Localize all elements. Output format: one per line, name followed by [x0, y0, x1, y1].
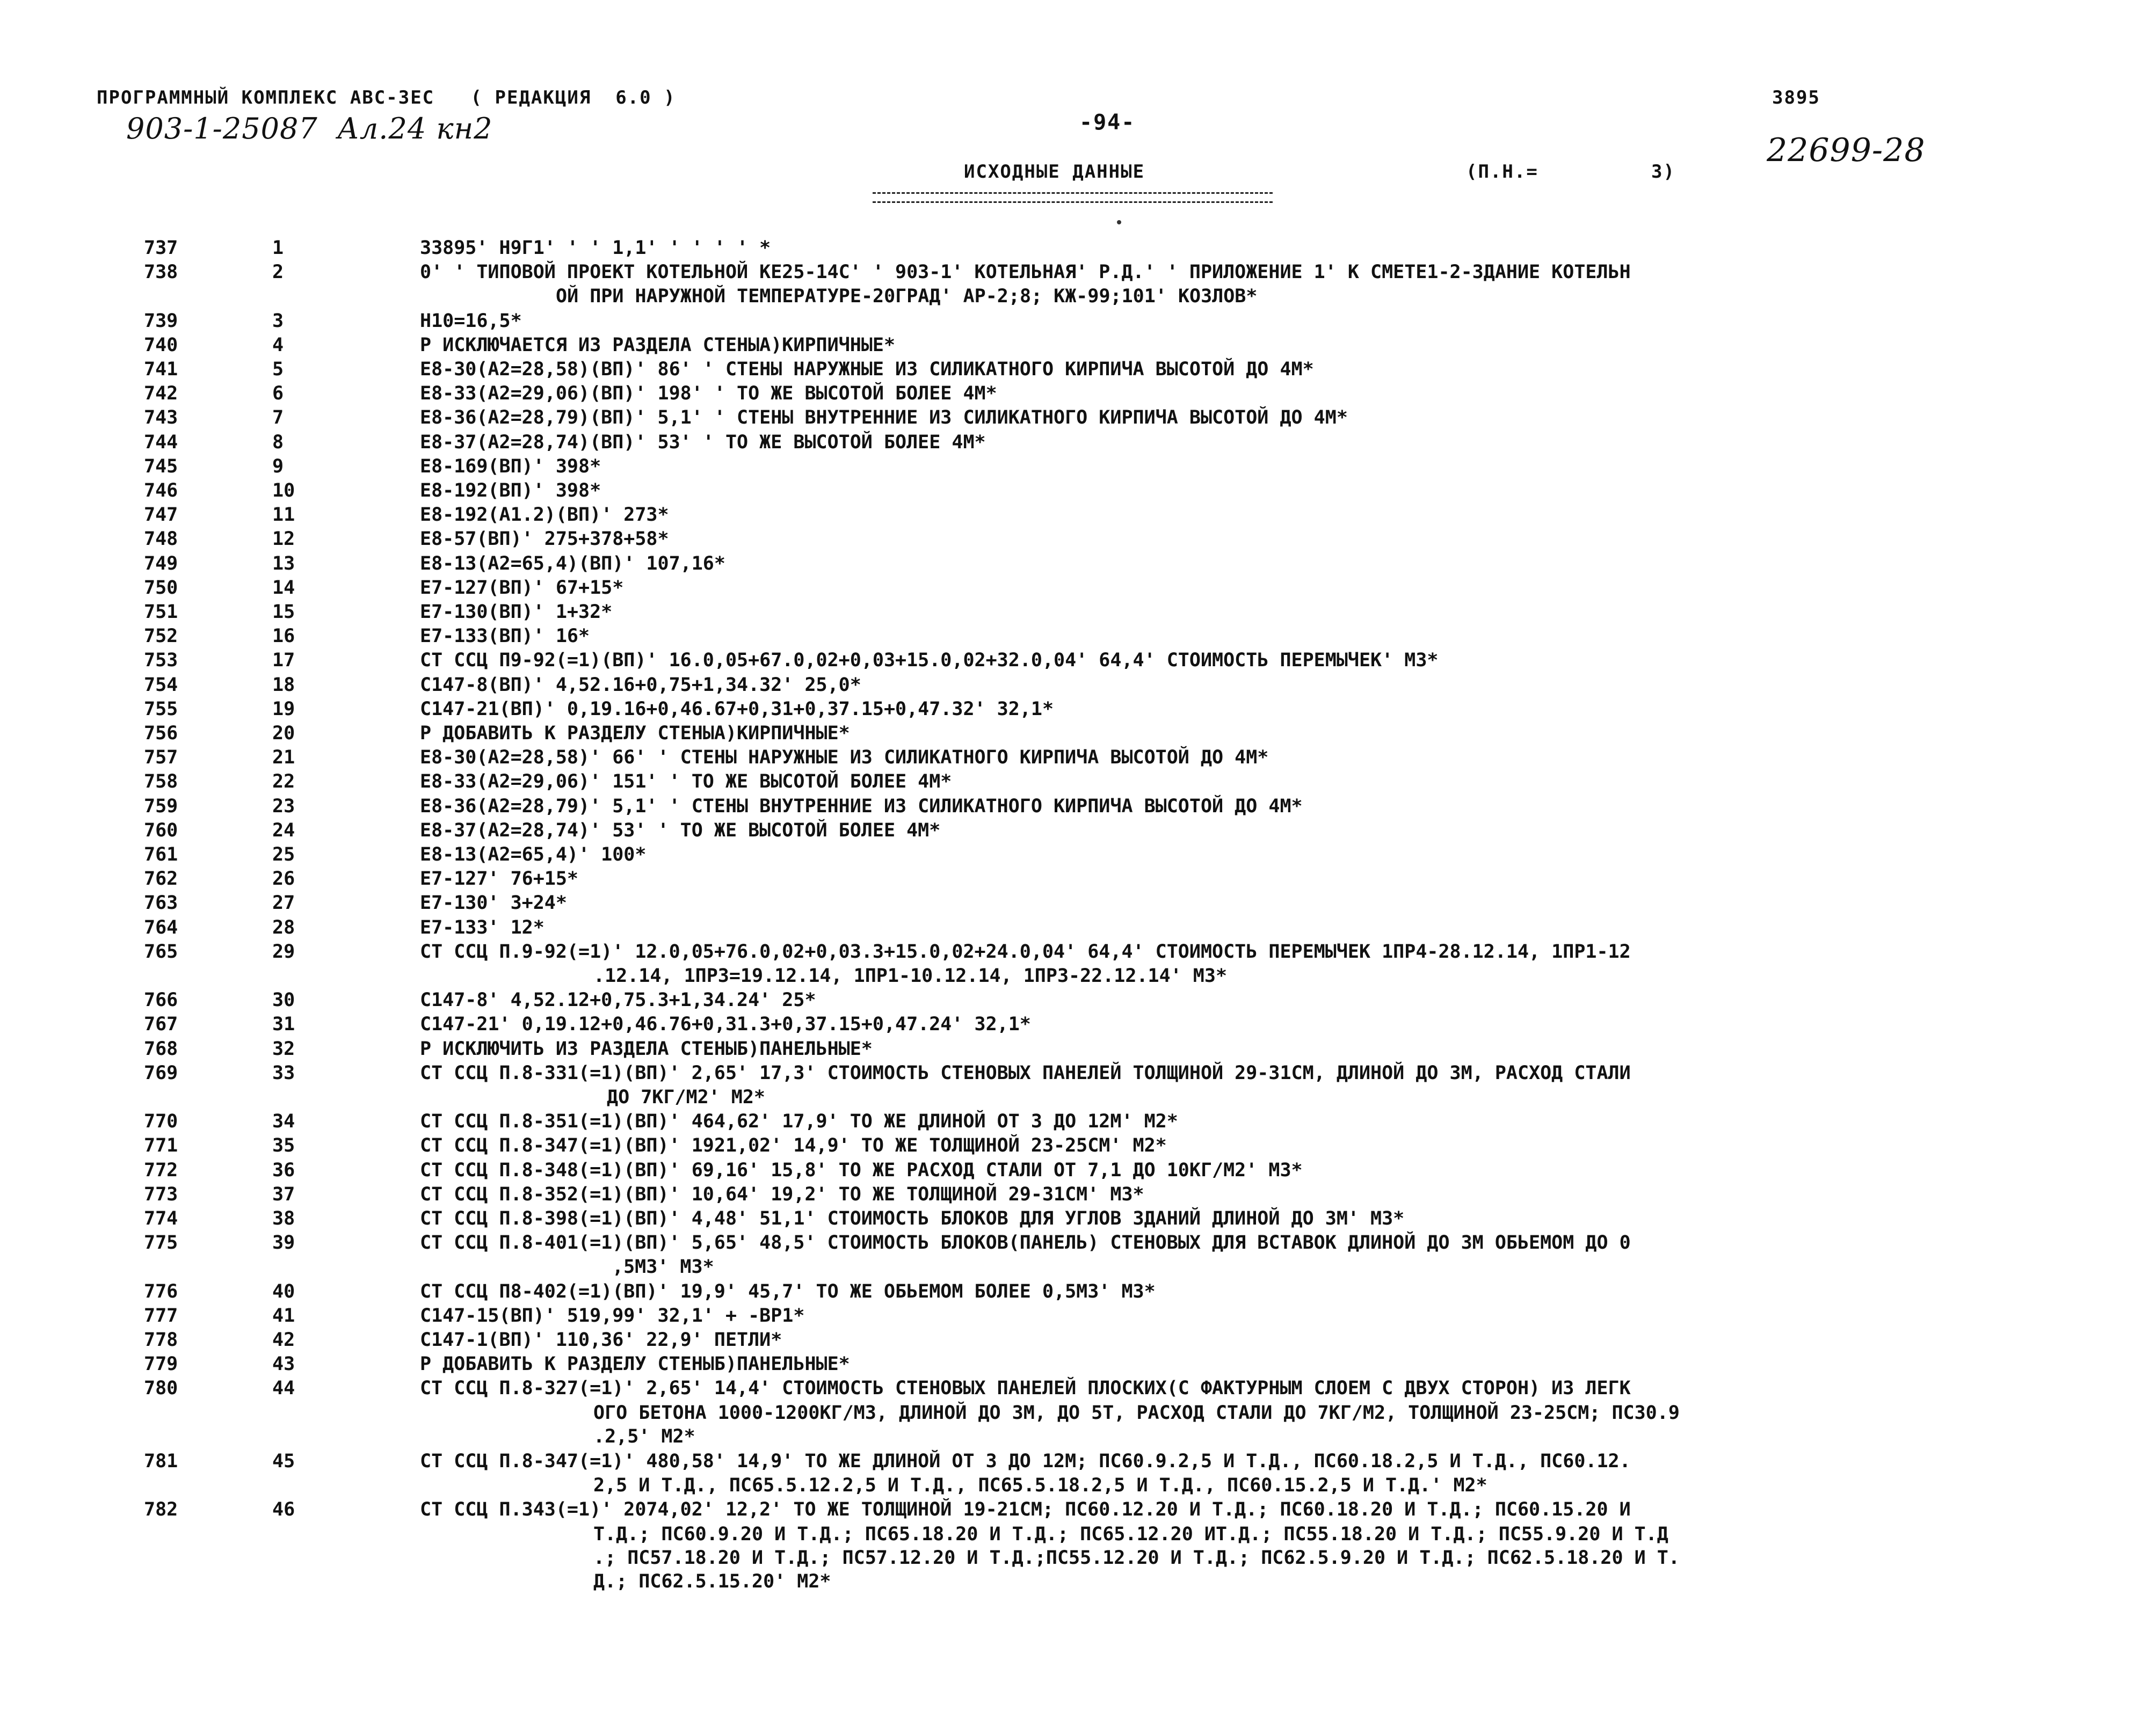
- sequence-number: 44: [272, 1378, 295, 1400]
- listing-row: [0, 1328, 2156, 1352]
- statement-text: Е8-33(А2=29,06)' 151' ' ТО ЖЕ ВЫСОТОЙ БОЛЕЕ 4М*: [420, 771, 952, 793]
- line-number: 738: [144, 261, 178, 283]
- listing-row: [0, 1231, 2156, 1255]
- line-number: 767: [144, 1014, 178, 1036]
- sequence-number: 25: [272, 844, 295, 865]
- sequence-number: 24: [272, 819, 295, 841]
- sequence-number: 22: [272, 771, 295, 793]
- listing-row: [0, 358, 2156, 381]
- statement-text: С147-8(ВП)' 4,52.16+0,75+1,34.32' 25,0*: [420, 674, 861, 696]
- listing-row: [0, 891, 2156, 915]
- line-number: 778: [144, 1329, 178, 1351]
- statement-continuation: ,5М3' М3*: [612, 1256, 714, 1278]
- sequence-number: 15: [272, 601, 295, 623]
- listing-row: [0, 503, 2156, 527]
- statement-text: Е8-13(А2=65,4)(ВП)' 107,16*: [420, 552, 725, 574]
- statement-text: СТ ССЦ П.8-401(=1)(ВП)' 5,65' 48,5' СТОИМОСТЬ БЛОКОВ(ПАНЕЛЬ) СТЕНОВЫХ ДЛЯ ВСТАВОК ДЛИНОЙ ДО 3М ОБЬЕМОМ ДО 0: [420, 1232, 1631, 1254]
- listing-row: [0, 746, 2156, 769]
- statement-text: Е8-192(А1.2)(ВП)' 273*: [420, 504, 669, 526]
- line-number: 763: [144, 892, 178, 914]
- statement-text: С147-8' 4,52.12+0,75.3+1,34.24' 25*: [420, 989, 816, 1011]
- line-number: 775: [144, 1232, 178, 1254]
- sequence-number: 21: [272, 747, 295, 769]
- sequence-number: 2: [272, 261, 284, 283]
- line-number: 769: [144, 1062, 178, 1084]
- sequence-number: 23: [272, 795, 295, 817]
- sequence-number: 5: [272, 359, 284, 380]
- statement-continuation: ОГО БЕТОНА 1000-1200КГ/М3, ДЛИНОЙ ДО 3М, ДО 5Т, РАСХОД СТАЛИ ДО 7КГ/М2, ТОЛЩИНОЙ 23-25СМ; ПС30.9 .2,5' М2*: [593, 1402, 1680, 1447]
- sequence-number: 37: [272, 1183, 295, 1205]
- sequence-number: 26: [272, 868, 295, 890]
- sequence-number: 20: [272, 723, 295, 744]
- listing-row: [0, 1280, 2156, 1303]
- line-number: 780: [144, 1378, 178, 1400]
- statement-text: СТ ССЦ П.8-347(=1)' 480,58' 14,9' ТО ЖЕ ДЛИНОЙ ОТ 3 ДО 12М; ПС60.9.2,5 И Т.Д., ПС60.18.2,5 И Т.Д., ПС60.12.: [420, 1451, 1631, 1472]
- statement-text: СТ ССЦ П.343(=1)' 2074,02' 12,2' ТО ЖЕ ТОЛЩИНОЙ 19-21СМ; ПС60.12.20 И Т.Д.; ПС60.18.20 И Т.Д.; ПС60.15.20 И: [420, 1499, 1631, 1521]
- line-number: 782: [144, 1499, 178, 1521]
- sequence-number: 13: [272, 552, 295, 574]
- line-number: 757: [144, 747, 178, 769]
- listing-row: [0, 1498, 2156, 1521]
- statement-text: С147-15(ВП)' 519,99' 32,1' + -ВР1*: [420, 1305, 805, 1327]
- line-number: 773: [144, 1183, 178, 1205]
- listing-row: [0, 843, 2156, 866]
- statement-text: СТ ССЦ П.8-351(=1)(ВП)' 464,62' 17,9' ТО ЖЕ ДЛИНОЙ ОТ 3 ДО 12М' М2*: [420, 1111, 1178, 1133]
- line-number: 743: [144, 407, 178, 429]
- sequence-number: 46: [272, 1499, 295, 1521]
- line-number: 749: [144, 552, 178, 574]
- statement-text: Р ДОБАВИТЬ К РАЗДЕЛУ СТЕНЫА)КИРПИЧНЫЕ*: [420, 723, 850, 744]
- listing-row: [0, 988, 2156, 1012]
- listing-row: [0, 1304, 2156, 1328]
- sequence-number: 12: [272, 528, 295, 550]
- sequence-number: 35: [272, 1135, 295, 1157]
- statement-text: СТ ССЦ П.8-352(=1)(ВП)' 10,64' 19,2' ТО ЖЕ ТОЛЩИНОЙ 29-31СМ' М3*: [420, 1183, 1144, 1205]
- statement-text: Е7-133' 12*: [420, 916, 545, 938]
- statement-text: Е8-30(А2=28,58)(ВП)' 86' ' СТЕНЫ НАРУЖНЫЕ ИЗ СИЛИКАТНОГО КИРПИЧА ВЫСОТОЙ ДО 4М*: [420, 359, 1314, 380]
- sequence-number: 31: [272, 1014, 295, 1036]
- sequence-number: 39: [272, 1232, 295, 1254]
- line-number: 746: [144, 480, 178, 501]
- statement-text: Н10=16,5*: [420, 310, 522, 332]
- sheet-label: (П.Н.=: [1466, 161, 1538, 183]
- statement-text: 33895' Н9Г1' ' ' 1,1' ' ' ' ' *: [420, 237, 771, 259]
- section-title: ИСХОДНЫЕ ДАННЫЕ: [964, 161, 1145, 183]
- statement-text: СТ ССЦ П9-92(=1)(ВП)' 16.0,05+67.0,02+0,03+15.0,02+32.0,04' 64,4' СТОИМОСТЬ ПЕРЕМЫЧЕК' М3*: [420, 650, 1439, 672]
- document-code: 3895: [1772, 87, 1820, 108]
- sequence-number: 4: [272, 334, 284, 356]
- statement-text: СТ ССЦ П.8-347(=1)(ВП)' 1921,02' 14,9' ТО ЖЕ ТОЛЩИНОЙ 23-25СМ' М2*: [420, 1135, 1167, 1157]
- statement-continuation: 2,5 И Т.Д., ПС65.5.12.2,5 И Т.Д., ПС65.5.18.2,5 И Т.Д., ПС60.15.2,5 И Т.Д.' М2*: [593, 1475, 1487, 1497]
- listing-row: [0, 431, 2156, 454]
- handwritten-project-reference: 903-1-25087 Ал.24 кн2: [126, 112, 493, 145]
- line-number: 739: [144, 310, 178, 332]
- line-number: 777: [144, 1305, 178, 1327]
- sequence-number: 36: [272, 1159, 295, 1181]
- listing-row: [0, 1012, 2156, 1036]
- sequence-number: 28: [272, 916, 295, 938]
- line-number: 761: [144, 844, 178, 865]
- sequence-number: 3: [272, 310, 284, 332]
- line-number: 747: [144, 504, 178, 526]
- sequence-number: 10: [272, 480, 295, 501]
- listing-row: [0, 552, 2156, 575]
- statement-text: Р ИСКЛЮЧИТЬ ИЗ РАЗДЕЛА СТЕНЫБ)ПАНЕЛЬНЫЕ*: [420, 1038, 873, 1060]
- line-number: 770: [144, 1111, 178, 1133]
- statement-text: Е8-33(А2=29,06)(ВП)' 198' ' ТО ЖЕ ВЫСОТОЙ БОЛЕЕ 4М*: [420, 383, 997, 405]
- statement-text: Е7-130' 3+24*: [420, 892, 567, 914]
- listing-row: [0, 867, 2156, 891]
- line-number: 740: [144, 334, 178, 356]
- statement-text: С147-1(ВП)' 110,36' 22,9' ПЕТЛИ*: [420, 1329, 782, 1351]
- line-number: 759: [144, 795, 178, 817]
- statement-text: Е7-130(ВП)' 1+32*: [420, 601, 613, 623]
- listing-row: [0, 673, 2156, 697]
- sequence-number: 29: [272, 941, 295, 963]
- sheet-number: 3): [1651, 161, 1675, 183]
- line-number: 751: [144, 601, 178, 623]
- line-number: 744: [144, 431, 178, 453]
- sequence-number: 34: [272, 1111, 295, 1133]
- listing-row: [0, 1207, 2156, 1230]
- sequence-number: 42: [272, 1329, 295, 1351]
- sequence-number: 7: [272, 407, 284, 429]
- statement-text: Р ИСКЛЮЧАЕТСЯ ИЗ РАЗДЕЛА СТЕНЫА)КИРПИЧНЫЕ*: [420, 334, 896, 356]
- sequence-number: 11: [272, 504, 295, 526]
- statement-text: Е7-127' 76+15*: [420, 868, 579, 890]
- sequence-number: 41: [272, 1305, 295, 1327]
- line-number: 745: [144, 455, 178, 477]
- listing-row: [0, 795, 2156, 818]
- statement-text: Р ДОБАВИТЬ К РАЗДЕЛУ СТЕНЫБ)ПАНЕЛЬНЫЕ*: [420, 1353, 850, 1375]
- listing-row: [0, 916, 2156, 939]
- sequence-number: 33: [272, 1062, 295, 1084]
- listing-row: [0, 1352, 2156, 1376]
- listing-row: [0, 1037, 2156, 1061]
- listing-row: [0, 1110, 2156, 1133]
- statement-text: Е7-133(ВП)' 16*: [420, 625, 590, 647]
- statement-text: СТ ССЦ П.9-92(=1)' 12.0,05+76.0,02+0,03.3+15.0,02+24.0,04' 64,4' СТОИМОСТЬ ПЕРЕМЫЧЕК 1ПР4-28.12.14, 1ПР1-12: [420, 941, 1631, 963]
- statement-text: Е7-127(ВП)' 67+15*: [420, 577, 624, 599]
- sequence-number: 6: [272, 383, 284, 405]
- sequence-number: 1: [272, 237, 284, 259]
- statement-text: Е8-57(ВП)' 275+378+58*: [420, 528, 669, 550]
- statement-text: 0' ' ТИПОВОЙ ПРОЕКТ КОТЕЛЬНОЙ КЕ25-14С' ' 903-1' КОТЕЛЬНАЯ' Р.Д.' ' ПРИЛОЖЕНИЕ 1' К СМЕТЕ1-2-ЗДАНИЕ КОТЕЛЬН: [420, 261, 1631, 283]
- title-underline: [873, 192, 1273, 203]
- listing-row: [0, 406, 2156, 429]
- line-number: 765: [144, 941, 178, 963]
- listing-row: [0, 1376, 2156, 1400]
- listing-row: [0, 697, 2156, 721]
- listing-row: [0, 722, 2156, 745]
- line-number: 771: [144, 1135, 178, 1157]
- listing-row: [0, 382, 2156, 405]
- listing-row: [0, 1134, 2156, 1157]
- listing-row: [0, 1183, 2156, 1206]
- line-number: 772: [144, 1159, 178, 1181]
- statement-text: С147-21(ВП)' 0,19.16+0,46.67+0,31+0,37.15+0,47.32' 32,1*: [420, 698, 1054, 720]
- line-number: 753: [144, 650, 178, 672]
- line-number: 781: [144, 1451, 178, 1472]
- line-number: 760: [144, 819, 178, 841]
- statement-text: Е8-13(А2=65,4)' 100*: [420, 844, 647, 865]
- listing-row: [0, 1061, 2156, 1085]
- listing-row: [0, 236, 2156, 260]
- statement-text: Е8-37(А2=28,74)(ВП)' 53' ' ТО ЖЕ ВЫСОТОЙ БОЛЕЕ 4М*: [420, 431, 986, 453]
- sequence-number: 40: [272, 1280, 295, 1302]
- listing-row: [0, 600, 2156, 624]
- listing-row: [0, 770, 2156, 793]
- line-number: 755: [144, 698, 178, 720]
- line-number: 758: [144, 771, 178, 793]
- line-number: 754: [144, 674, 178, 696]
- statement-continuation: ОЙ ПРИ НАРУЖНОЙ ТЕМПЕРАТУРЕ-20ГРАД' АР-2;8; КЖ-99;101' КОЗЛОВ*: [556, 286, 1258, 308]
- page-number: -94-: [1079, 110, 1136, 135]
- statement-text: Е8-169(ВП)' 398*: [420, 455, 601, 477]
- listing-row: [0, 1449, 2156, 1473]
- statement-continuation: .12.14, 1ПР3=19.12.14, 1ПР1-10.12.14, 1ПР3-22.12.14' М3*: [593, 965, 1228, 987]
- statement-text: Е8-36(А2=28,79)' 5,1' ' СТЕНЫ ВНУТРЕННИЕ ИЗ СИЛИКАТНОГО КИРПИЧА ВЫСОТОЙ ДО 4М*: [420, 795, 1303, 817]
- line-number: 756: [144, 723, 178, 744]
- listing-row: [0, 624, 2156, 648]
- line-number: 776: [144, 1280, 178, 1302]
- line-number: 774: [144, 1208, 178, 1229]
- listing-row: [0, 940, 2156, 964]
- statement-text: СТ ССЦ П.8-398(=1)(ВП)' 4,48' 51,1' СТОИМОСТЬ БЛОКОВ ДЛЯ УГЛОВ ЗДАНИЙ ДЛИНОЙ ДО 3М' М3*: [420, 1208, 1405, 1229]
- sequence-number: 9: [272, 455, 284, 477]
- listing-row: [0, 819, 2156, 842]
- sequence-number: 27: [272, 892, 295, 914]
- sequence-number: 19: [272, 698, 295, 720]
- listing-row: [0, 527, 2156, 551]
- statement-text: СТ ССЦ П.8-327(=1)' 2,65' 14,4' СТОИМОСТЬ СТЕНОВЫХ ПАНЕЛЕЙ ПЛОСКИХ(С ФАКТУРНЫМ СЛОЕМ С ДВУХ СТОРОН) ИЗ ЛЕГК: [420, 1378, 1631, 1400]
- line-number: 766: [144, 989, 178, 1011]
- listing-row: [0, 309, 2156, 333]
- statement-text: Е8-37(А2=28,74)' 53' ' ТО ЖЕ ВЫСОТОЙ БОЛЕЕ 4М*: [420, 819, 941, 841]
- statement-text: СТ ССЦ П.8-331(=1)(ВП)' 2,65' 17,3' СТОИМОСТЬ СТЕНОВЫХ ПАНЕЛЕЙ ТОЛЩИНОЙ 29-31СМ, ДЛИНОЙ ДО 3М, РАСХОД СТАЛИ: [420, 1062, 1631, 1084]
- sequence-number: 30: [272, 989, 295, 1011]
- sequence-number: 43: [272, 1353, 295, 1375]
- listing-row: [0, 649, 2156, 672]
- line-number: 742: [144, 383, 178, 405]
- listing-row: [0, 333, 2156, 357]
- statement-text: Е8-30(А2=28,58)' 66' ' СТЕНЫ НАРУЖНЫЕ ИЗ СИЛИКАТНОГО КИРПИЧА ВЫСОТОЙ ДО 4М*: [420, 747, 1269, 769]
- sequence-number: 17: [272, 650, 295, 672]
- line-number: 752: [144, 625, 178, 647]
- statement-continuation: Т.Д.; ПС60.9.20 И Т.Д.; ПС65.18.20 И Т.Д.; ПС65.12.20 ИТ.Д.; ПС55.18.20 И Т.Д.; ПС55.9.20 И Т.Д .; ПС57.18.20 И Т.Д.; ПС57.12.20 И Т.Д.;ПС55.12.20 И Т.Д.; ПС62.5.9.20 И Т.Д.; ПС62.5.18.20 И Т. Д.; ПС62.5.15.20' М2*: [593, 1523, 1680, 1592]
- line-number: 764: [144, 916, 178, 938]
- program-title: ПРОГРАММНЫЙ КОМПЛЕКС АВС-3ЕС ( РЕДАКЦИЯ 6.0 ): [97, 87, 676, 108]
- line-number: 737: [144, 237, 178, 259]
- listing-row: [0, 260, 2156, 284]
- line-number: 779: [144, 1353, 178, 1375]
- statement-continuation: ДО 7КГ/М2' М2*: [607, 1087, 766, 1108]
- listing-row: [0, 576, 2156, 600]
- handwritten-sheet-number: 22699-28: [1767, 132, 1926, 169]
- line-number: 741: [144, 359, 178, 380]
- listing-row: [0, 479, 2156, 502]
- statement-text: Е8-192(ВП)' 398*: [420, 480, 601, 501]
- sequence-number: 18: [272, 674, 295, 696]
- sequence-number: 14: [272, 577, 295, 599]
- statement-text: СТ ССЦ П8-402(=1)(ВП)' 19,9' 45,7' ТО ЖЕ ОБЬЕМОМ БОЛЕЕ 0,5М3' М3*: [420, 1280, 1156, 1302]
- line-number: 748: [144, 528, 178, 550]
- statement-text: СТ ССЦ П.8-348(=1)(ВП)' 69,16' 15,8' ТО ЖЕ РАСХОД СТАЛИ ОТ 7,1 ДО 10КГ/М2' М3*: [420, 1159, 1303, 1181]
- ink-dot: [1117, 220, 1121, 224]
- sequence-number: 32: [272, 1038, 295, 1060]
- line-number: 768: [144, 1038, 178, 1060]
- line-number: 762: [144, 868, 178, 890]
- listing-row: [0, 455, 2156, 478]
- sequence-number: 16: [272, 625, 295, 647]
- sequence-number: 38: [272, 1208, 295, 1229]
- statement-text: С147-21' 0,19.12+0,46.76+0,31.3+0,37.15+0,47.24' 32,1*: [420, 1014, 1031, 1036]
- listing-row: [0, 1159, 2156, 1182]
- statement-text: Е8-36(А2=28,79)(ВП)' 5,1' ' СТЕНЫ ВНУТРЕННИЕ ИЗ СИЛИКАТНОГО КИРПИЧА ВЫСОТОЙ ДО 4М*: [420, 407, 1348, 429]
- line-number: 750: [144, 577, 178, 599]
- sequence-number: 8: [272, 431, 284, 453]
- sequence-number: 45: [272, 1451, 295, 1472]
